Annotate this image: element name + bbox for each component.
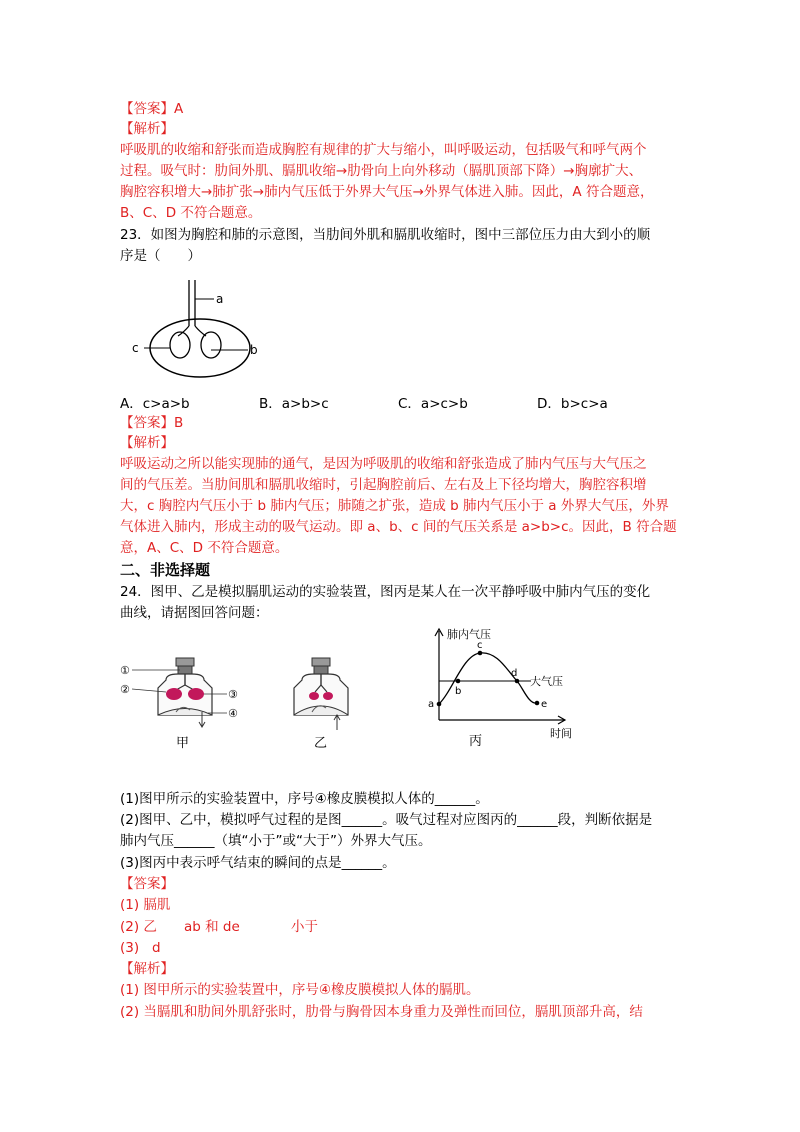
diaphragm-model-jia [118, 652, 253, 752]
balloon-left [166, 688, 182, 700]
q22-analysis-line: 呼吸肌的收缩和舒张而造成胸腔有规律的扩大与缩小，叫呼吸运动，包括吸气和呼气两个 [120, 142, 647, 158]
right-lung [201, 332, 221, 358]
q22-analysis-label: 【解析】 [120, 121, 174, 137]
option-d: D．b>c>a [537, 396, 608, 412]
atmosphere-label: 大气压 [530, 675, 563, 688]
q24-answer-3: d [152, 940, 161, 956]
label-c: c [132, 341, 139, 355]
q24-question-line: (3)图丙中表示呼气结束的瞬间的点是______。 [120, 855, 396, 871]
q22-analysis-line: B、C、D 不符合题意。 [120, 205, 262, 221]
q24-question-line: (1)图甲所示的实验装置中，序号④橡皮膜模拟人体的______。 [120, 791, 489, 807]
balloon-left [309, 692, 319, 700]
caption-bing: 丙 [469, 734, 483, 749]
left-lung [170, 332, 190, 358]
pressure-curve-bing [425, 625, 595, 750]
balloon-right [323, 692, 333, 700]
number-2: ② [120, 683, 130, 696]
point-a: a [428, 699, 435, 710]
answer-label: 【答案】 [120, 101, 174, 117]
q23-analysis-line: 呼吸运动之所以能实现肺的通气，是因为呼吸肌的收缩和舒张造成了肺内气压与大气压之 [120, 456, 647, 472]
caption-yi: 乙 [314, 736, 328, 751]
q24-stem-line: 24．图甲、乙是模拟膈肌运动的实验装置，图丙是某人在一次平静呼吸中肺内气压的变化 [120, 584, 651, 600]
y-axis-label: 肺内气压 [447, 628, 491, 641]
q23-stem-line: 序是（ ） [120, 248, 201, 264]
q23-answer [120, 413, 183, 433]
x-axis-label: 时间 [550, 727, 572, 740]
section-heading: 二、非选择题 [120, 561, 211, 579]
q24-analysis-line: (2) 当膈肌和肋间外肌舒张时，肋骨与胸骨因本身重力及弹性而回位，膈肌顶部升高，结 [120, 1004, 643, 1020]
diaphragm-model-yi [285, 652, 360, 752]
q24-answer-1: (1) 膈肌 [120, 897, 171, 913]
q23-stem-line: 23．如图为胸腔和肺的示意图，当肋间外肌和膈肌收缩时，图中三部位压力由大到小的顺 [120, 227, 651, 243]
point-b: b [455, 686, 462, 697]
q24-analysis-label: 【解析】 [120, 961, 174, 977]
q24-question-line: (2)图甲、乙中，模拟呼气过程的是图______。吸气过程对应图丙的______段，判断依据是 [120, 812, 653, 828]
point-d: d [511, 668, 518, 679]
label-a: a [216, 292, 224, 306]
answer-value: B [174, 415, 184, 431]
number-1: ① [120, 664, 130, 677]
q23-analysis-line: 大，c 胸腔内气压小于 b 肺内气压；肺随之扩张，造成 b 肺内气压小于 a 外界大气压，外界 [120, 498, 669, 514]
q23-analysis-label: 【解析】 [120, 435, 174, 451]
q22-analysis-line: 胸腔容积增大→肺扩张→肺内气压低于外界大气压→外界气体进入肺。因此，A 符合题意， [120, 184, 654, 200]
q24-answer-2-prefix: (2) 乙 [120, 919, 157, 935]
caption-jia: 甲 [176, 736, 190, 751]
q24-question-line: 肺内气压______（填“小于”或“大于”）外界大气压。 [120, 833, 432, 849]
number-3: ③ [228, 688, 238, 701]
number-4: ④ [228, 707, 238, 720]
q24-answer-label: 【答案】 [120, 876, 174, 892]
answer-label: 【答案】 [120, 415, 174, 431]
q22-answer [120, 99, 183, 119]
chest-lung-diagram [128, 278, 268, 383]
q23-analysis-line: 意，A、C、D 不符合题意。 [120, 540, 289, 556]
q23-analysis-line: 气体进入肺内，形成主动的吸气运动。即 a、b、c 间的气压关系是 a>b>c。因此，B 符合题 [120, 519, 677, 535]
balloon-right [188, 688, 204, 700]
label-b: b [250, 343, 258, 357]
pressure-curve [439, 653, 537, 704]
q23-analysis-line: 间的气压差。当肋间肌和膈肌收缩时，引起胸腔前后、左右及上下径均增大，胸腔容积增 [120, 477, 647, 493]
q24-answer-2-mid: ab 和 de [184, 919, 240, 935]
point-c: c [477, 640, 483, 651]
q24-analysis-line: (1) 图甲所示的实验装置中，序号④橡皮膜模拟人体的膈肌。 [120, 982, 480, 998]
q24-stem-line: 曲线，请据图回答问题： [120, 605, 269, 621]
q24-answer-2-end: 小于 [291, 919, 318, 935]
q24-answer-3-prefix: (3) [120, 940, 140, 956]
option-c: C．a>c>b [398, 396, 468, 412]
answer-value: A [174, 101, 184, 117]
point-e: e [541, 699, 548, 710]
option-b: B．a>b>c [259, 396, 329, 412]
q22-analysis-line: 过程。吸气时：肋间外肌、膈肌收缩→肋骨向上向外移动（膈肌顶部下降）→胸廓扩大、 [120, 163, 643, 179]
option-a: A．c>a>b [120, 396, 190, 412]
